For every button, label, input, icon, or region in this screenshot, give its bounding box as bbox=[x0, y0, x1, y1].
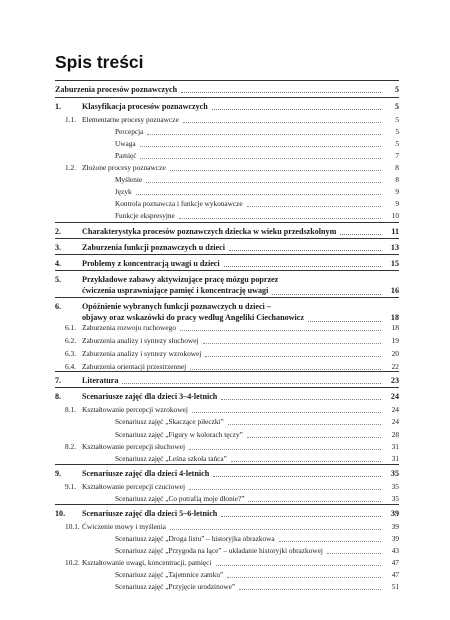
toc-entry-title: Kontrola poznawcza i funkcje wykonawcze bbox=[115, 199, 243, 208]
toc-leader-dots bbox=[140, 158, 381, 159]
toc-page-number: 8 bbox=[395, 175, 399, 184]
toc-page-number: 47 bbox=[391, 570, 399, 579]
toc-entry-title: Zaburzenia funkcji poznawczych u dzieci bbox=[82, 243, 225, 252]
toc-entry[interactable] bbox=[55, 84, 399, 96]
toc-entry[interactable] bbox=[55, 274, 399, 298]
toc-entry[interactable] bbox=[55, 258, 399, 270]
toc-leader-dots bbox=[192, 412, 381, 413]
toc-leader-dots bbox=[189, 449, 381, 450]
toc-entry-title: Scenariusze zajęć dla dzieci 5–6-letnich bbox=[82, 509, 218, 518]
toc-leader-dots bbox=[327, 553, 381, 554]
toc-leader-dots bbox=[227, 577, 381, 578]
toc-entry[interactable] bbox=[55, 468, 399, 480]
toc-entry-title: Myślenie bbox=[115, 175, 143, 184]
toc-entry-title-continued: ćwiczenia usprawniające pamięć i koncentrację uwagi bbox=[82, 286, 269, 295]
section-divider bbox=[55, 387, 399, 388]
toc-entry-title: Zaburzenia analizy i syntezy słuchowej bbox=[82, 336, 199, 345]
toc-leader-dots bbox=[203, 343, 381, 344]
toc-entry[interactable] bbox=[55, 481, 399, 493]
toc-entry-number: 5. bbox=[55, 275, 62, 284]
toc-page-number: 15 bbox=[390, 259, 399, 268]
toc-entry-title: Elementarne procesy poznawcze bbox=[82, 115, 179, 124]
toc-page-number: 43 bbox=[391, 546, 399, 555]
toc-leader-dots bbox=[221, 516, 381, 517]
toc-page-number: 31 bbox=[391, 442, 399, 451]
toc-entry[interactable] bbox=[55, 557, 399, 569]
toc-entry-title: Scenariusz zajęć „Co potrafią moje dłonie?” bbox=[115, 494, 245, 503]
toc-page-number: 9 bbox=[395, 187, 399, 196]
toc-entry-title: Opóźnienie wybranych funkcji poznawczych u dzieci – bbox=[82, 302, 271, 311]
toc-entry-title: Problemy z koncentracją uwagi u dzieci bbox=[82, 259, 220, 268]
toc-leader-dots bbox=[170, 529, 381, 530]
toc-entry-title: Scenariusz zajęć „Skaczące piłeczki” bbox=[115, 417, 224, 426]
toc-leader-dots bbox=[190, 369, 381, 370]
toc-page-number: 35 bbox=[390, 469, 399, 478]
toc-entry-title: Funkcje ekspresyjne bbox=[115, 211, 175, 220]
toc-entry[interactable] bbox=[55, 126, 399, 138]
toc-page-number: 13 bbox=[390, 243, 399, 252]
toc-entry-number: 9.1. bbox=[65, 482, 77, 491]
toc-entry-number: 6.1. bbox=[65, 323, 77, 332]
toc-entry-number: 8. bbox=[55, 392, 62, 401]
toc-entry-title: Język bbox=[115, 187, 132, 196]
toc-page-number: 24 bbox=[391, 405, 399, 414]
toc-leader-dots bbox=[231, 461, 381, 462]
toc-page-number: 28 bbox=[391, 430, 399, 439]
toc-leader-dots bbox=[340, 234, 381, 235]
toc-entry[interactable] bbox=[55, 226, 399, 238]
toc-entry[interactable] bbox=[55, 174, 399, 186]
toc-page-number: 16 bbox=[390, 286, 399, 295]
toc-page-number: 5 bbox=[395, 115, 399, 124]
toc-entry-title-continued: objawy oraz wskazówki do pracy według Angeliki Ciechanowicz bbox=[82, 313, 304, 322]
toc-page-number: 47 bbox=[391, 558, 399, 567]
section-divider bbox=[55, 238, 399, 239]
toc-entry[interactable] bbox=[55, 101, 399, 113]
toc-leader-dots bbox=[179, 218, 381, 219]
toc-entry-number: 6. bbox=[55, 302, 62, 311]
toc-entry-title: Literatura bbox=[82, 376, 119, 385]
page-title: Spis treści bbox=[55, 52, 144, 72]
toc-entry[interactable] bbox=[55, 569, 399, 581]
toc-leader-dots bbox=[140, 146, 381, 147]
toc-entry-number: 1.1. bbox=[65, 115, 77, 124]
toc-page-number: 5 bbox=[394, 102, 399, 111]
section-divider bbox=[55, 254, 399, 255]
section-divider bbox=[55, 97, 399, 98]
toc-entry[interactable] bbox=[55, 508, 399, 520]
toc-leader-dots bbox=[170, 170, 381, 171]
section-divider bbox=[55, 464, 399, 465]
toc-entry-title: Scenariusz zajęć „Droga listu” – historyjka obrazkowa bbox=[115, 534, 275, 543]
toc-page-number: 22 bbox=[391, 362, 399, 371]
section-divider bbox=[55, 270, 399, 271]
toc-leader-dots bbox=[224, 266, 381, 267]
toc-leader-dots bbox=[122, 383, 381, 384]
toc-leader-dots bbox=[146, 182, 381, 183]
section-divider bbox=[55, 297, 399, 298]
toc-page-number: 11 bbox=[391, 227, 399, 236]
toc-entry[interactable] bbox=[55, 581, 399, 593]
toc-page-number: 10 bbox=[391, 211, 399, 220]
toc-page-number: 39 bbox=[391, 522, 399, 531]
toc-page-number: 5 bbox=[395, 139, 399, 148]
toc-entry-title: Przykładowe zabawy aktywizujące pracę mózgu poprzez bbox=[82, 275, 279, 284]
toc-entry-title: Scenariusz zajęć „Figury w kolorach tęczy” bbox=[115, 430, 243, 439]
toc-page-number: 35 bbox=[391, 482, 399, 491]
toc-leader-dots bbox=[228, 424, 381, 425]
toc-entry-number: 4. bbox=[55, 259, 62, 268]
toc-page-number: 39 bbox=[391, 534, 399, 543]
toc-page-number: 23 bbox=[390, 376, 399, 385]
toc-entry-number: 6.2. bbox=[65, 336, 77, 345]
section-divider bbox=[55, 80, 399, 81]
toc-entry[interactable] bbox=[55, 335, 399, 347]
toc-entry-number: 8.2. bbox=[65, 442, 77, 451]
toc-entry-title: Zaburzenia orientacji przestrzennej bbox=[82, 362, 187, 371]
toc-entry-title: Złożone procesy poznawcze bbox=[82, 163, 166, 172]
toc-entry-title: Scenariusz zajęć „Tajemnice zamku” bbox=[115, 570, 224, 579]
toc-entry-number: 10.2. bbox=[65, 558, 80, 567]
toc-leader-dots bbox=[212, 109, 381, 110]
toc-entry[interactable] bbox=[55, 186, 399, 198]
toc-entry-number: 7. bbox=[55, 376, 62, 385]
toc-entry[interactable] bbox=[55, 138, 399, 150]
toc-entry-title: Kształtowanie percepcji słuchowej bbox=[82, 442, 186, 451]
toc-entry-number: 1.2. bbox=[65, 163, 77, 172]
toc-entry-title: Klasyfikacja procesów poznawczych bbox=[82, 102, 208, 111]
toc-entry-title: Scenariusz zajęć „Przygoda na łące” – układanie historyjki obrazkowej bbox=[115, 546, 323, 555]
toc-leader-dots bbox=[181, 92, 381, 93]
toc-entry[interactable] bbox=[55, 198, 399, 210]
toc-page-number: 18 bbox=[390, 313, 399, 322]
toc-entry[interactable] bbox=[55, 533, 399, 545]
toc-page-number: 5 bbox=[395, 127, 399, 136]
toc-entry-number: 3. bbox=[55, 243, 62, 252]
toc-entry-title: Charakterystyka procesów poznawczych dziecka w wieku przedszkolnym bbox=[82, 227, 337, 236]
toc-entry-title: Zaburzenia rozwoju ruchowego bbox=[82, 323, 176, 332]
toc-entry-title: Zaburzenia analizy i syntezy wzrokowej bbox=[82, 349, 202, 358]
toc-entry[interactable] bbox=[55, 441, 399, 453]
toc-entry[interactable] bbox=[55, 114, 399, 126]
toc-entry[interactable] bbox=[55, 242, 399, 254]
toc-entry[interactable] bbox=[55, 348, 399, 360]
toc-entry[interactable] bbox=[55, 416, 399, 428]
toc-entry[interactable] bbox=[55, 429, 399, 441]
toc-leader-dots bbox=[189, 489, 381, 490]
toc-page-number: 24 bbox=[391, 417, 399, 426]
toc-entry-title: Scenariusz zajęć „Leśna szkoła tańca” bbox=[115, 454, 227, 463]
toc-entry-title: Uwaga bbox=[115, 139, 136, 148]
toc-leader-dots bbox=[272, 294, 381, 295]
toc-entry[interactable] bbox=[55, 404, 399, 416]
toc-entry-number: 6.3. bbox=[65, 349, 77, 358]
toc-entry-number: 6.4. bbox=[65, 362, 77, 371]
toc-page-number: 9 bbox=[395, 199, 399, 208]
toc-entry[interactable] bbox=[55, 162, 399, 174]
toc-page-number: 51 bbox=[391, 582, 399, 591]
toc-leader-dots bbox=[147, 134, 381, 135]
toc-entry-title: Pamięć bbox=[115, 151, 137, 160]
toc-entry-title: Kształtowanie percepcji czuciowej bbox=[82, 482, 186, 491]
toc-entry[interactable] bbox=[55, 210, 399, 222]
toc-page-number: 7 bbox=[395, 151, 399, 160]
toc-entry-number: 2. bbox=[55, 227, 62, 236]
section-divider bbox=[55, 222, 399, 223]
toc-entry-number: 8.1. bbox=[65, 405, 77, 414]
toc-entry-number: 9. bbox=[55, 469, 62, 478]
toc-leader-dots bbox=[247, 206, 381, 207]
toc-page-number: 20 bbox=[391, 349, 399, 358]
toc-leader-dots bbox=[136, 194, 381, 195]
toc-entry-title: Scenariusze zajęć dla dzieci 3–4-letnich bbox=[82, 392, 218, 401]
toc-entry-number: 1. bbox=[55, 102, 62, 111]
toc-entry-title: Scenariusze zajęć dla dzieci 4-letnich bbox=[82, 469, 210, 478]
toc-page-number: 5 bbox=[394, 85, 399, 94]
toc-leader-dots bbox=[247, 437, 381, 438]
toc-entry[interactable] bbox=[55, 150, 399, 162]
toc-leader-dots bbox=[229, 250, 381, 251]
toc-page-number: 24 bbox=[390, 392, 399, 401]
toc-entry-title: Percepcja bbox=[115, 127, 144, 136]
toc-leader-dots bbox=[180, 330, 381, 331]
toc-entry-title: Scenariusz zajęć „Przyjęcie urodzinowe” bbox=[115, 582, 236, 591]
toc-entry-title: Kształtowanie uwagi, koncentracji, pamięci bbox=[82, 558, 212, 567]
toc-entry-title: Zaburzenia procesów poznawczych bbox=[55, 85, 178, 94]
toc-entry[interactable] bbox=[55, 391, 399, 403]
toc-leader-dots bbox=[213, 476, 381, 477]
toc-leader-dots bbox=[221, 399, 381, 400]
toc-entry-number: 10.1. bbox=[65, 522, 80, 531]
toc-entry-number: 10. bbox=[55, 509, 66, 518]
toc-leader-dots bbox=[216, 565, 381, 566]
toc-leader-dots bbox=[239, 589, 381, 590]
section-divider bbox=[55, 504, 399, 505]
toc-page-number: 35 bbox=[391, 494, 399, 503]
toc-page-number: 39 bbox=[390, 509, 399, 518]
toc-leader-dots bbox=[248, 501, 381, 502]
toc-entry[interactable] bbox=[55, 322, 399, 334]
toc-entry[interactable] bbox=[55, 521, 399, 533]
toc-entry-title: Ćwiczenie mowy i myślenia bbox=[82, 522, 166, 531]
toc-entry[interactable] bbox=[55, 375, 399, 387]
toc-leader-dots bbox=[279, 541, 381, 542]
toc-page-number: 31 bbox=[391, 454, 399, 463]
toc-page-number: 19 bbox=[391, 336, 399, 345]
toc-entry-title: Kształtowanie percepcji wzrokowej bbox=[82, 405, 188, 414]
toc-entry[interactable] bbox=[55, 545, 399, 557]
toc-leader-dots bbox=[205, 356, 381, 357]
toc-page-number: 18 bbox=[391, 323, 399, 332]
toc-page-number: 8 bbox=[395, 163, 399, 172]
section-divider bbox=[55, 371, 399, 372]
toc-leader-dots bbox=[183, 122, 381, 123]
